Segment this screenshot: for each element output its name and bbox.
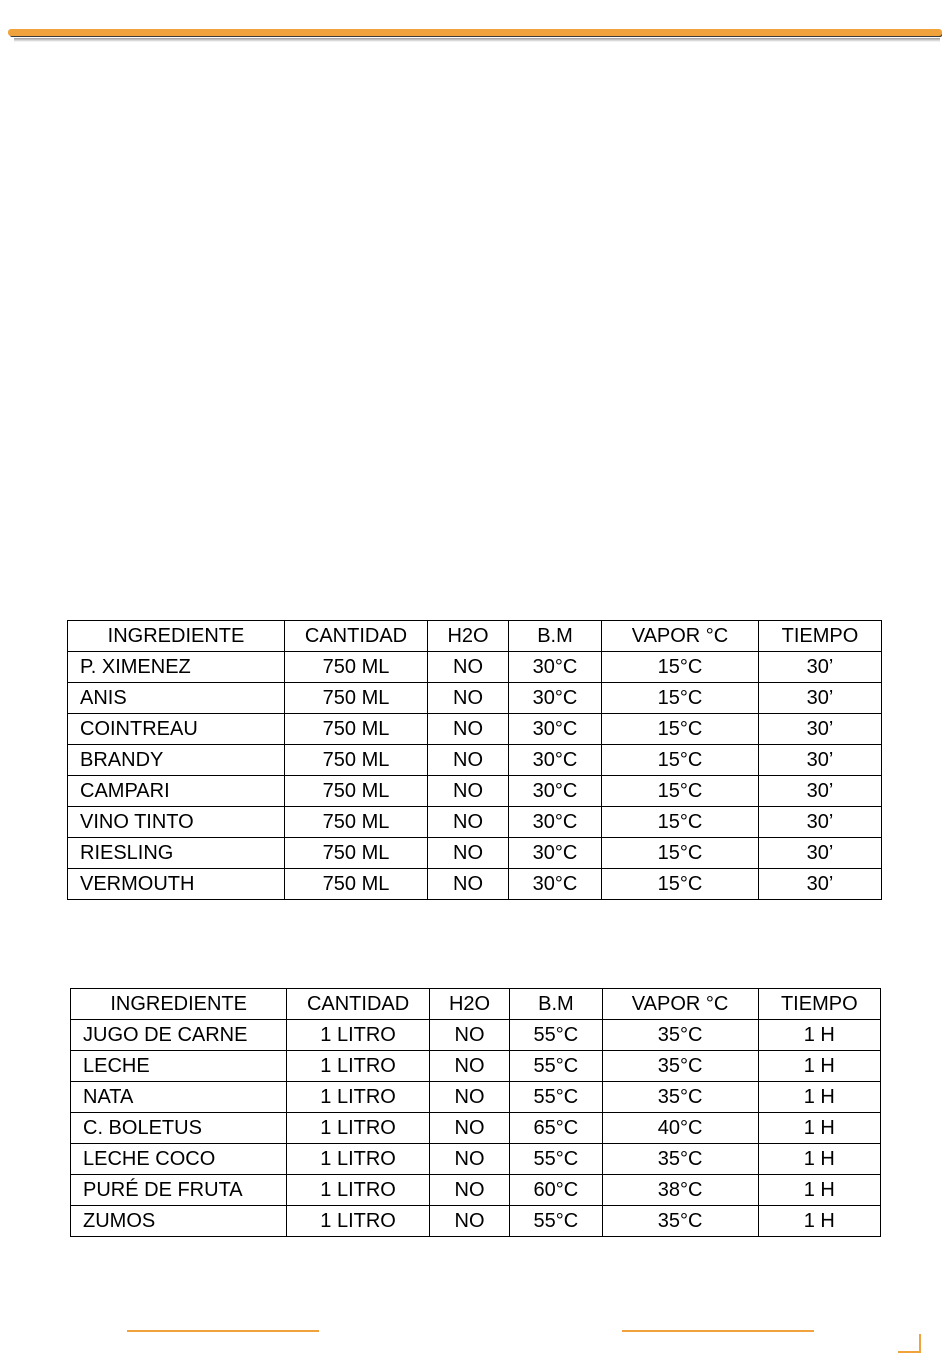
cell-steam-temp: 40°C: [602, 1113, 758, 1144]
header-water: H2O: [428, 621, 509, 652]
footer-line-right: [622, 1330, 814, 1332]
cell-steam-temp: 35°C: [602, 1206, 758, 1237]
cell-water-bath: 65°C: [510, 1113, 602, 1144]
cell-quantity: 1 LITRO: [287, 1175, 429, 1206]
header-quantity: CANTIDAD: [287, 989, 429, 1020]
cell-ingredient: LECHE COCO: [71, 1144, 287, 1175]
cell-water: NO: [428, 745, 509, 776]
liquids-table: [70, 988, 881, 1237]
cell-water-bath: 55°C: [510, 1206, 602, 1237]
cell-time: 30’: [759, 807, 882, 838]
table-header-row: [68, 621, 882, 652]
cell-water: NO: [428, 652, 509, 683]
cell-water-bath: 55°C: [510, 1051, 602, 1082]
table-row: [68, 838, 882, 869]
table-body: [71, 1020, 881, 1237]
table-row: [71, 1020, 881, 1051]
cell-ingredient: VINO TINTO: [68, 807, 285, 838]
cell-water: NO: [428, 807, 509, 838]
cell-water-bath: 30°C: [509, 683, 602, 714]
header-quantity: CANTIDAD: [285, 621, 428, 652]
cell-steam-temp: 15°C: [602, 838, 759, 869]
cell-steam-temp: 15°C: [602, 652, 759, 683]
cell-water: NO: [428, 869, 509, 900]
cell-ingredient: NATA: [71, 1082, 287, 1113]
footer-line-left: [127, 1330, 319, 1332]
table-row: [68, 683, 882, 714]
cell-water-bath: 30°C: [509, 714, 602, 745]
cell-quantity: 1 LITRO: [287, 1206, 429, 1237]
cell-water: NO: [428, 838, 509, 869]
cell-steam-temp: 15°C: [602, 869, 759, 900]
cell-steam-temp: 15°C: [602, 714, 759, 745]
spirits-table: [67, 620, 882, 900]
cell-water-bath: 30°C: [509, 776, 602, 807]
cell-water-bath: 60°C: [510, 1175, 602, 1206]
header-ingredient: INGREDIENTE: [71, 989, 287, 1020]
cell-water-bath: 30°C: [509, 652, 602, 683]
cell-ingredient: RIESLING: [68, 838, 285, 869]
cell-quantity: 750 ML: [285, 683, 428, 714]
cell-steam-temp: 15°C: [602, 683, 759, 714]
cell-time: 1 H: [758, 1175, 880, 1206]
cell-ingredient: LECHE: [71, 1051, 287, 1082]
cell-steam-temp: 15°C: [602, 745, 759, 776]
table-row: [68, 745, 882, 776]
cell-time: 30’: [759, 714, 882, 745]
cell-water: NO: [429, 1206, 509, 1237]
cell-time: 1 H: [758, 1206, 880, 1237]
cell-time: 1 H: [758, 1051, 880, 1082]
cell-water-bath: 55°C: [510, 1082, 602, 1113]
table-row: [68, 807, 882, 838]
table-row: [68, 714, 882, 745]
cell-time: 1 H: [758, 1144, 880, 1175]
header-time: TIEMPO: [758, 989, 880, 1020]
cell-time: 30’: [759, 838, 882, 869]
cell-quantity: 750 ML: [285, 807, 428, 838]
page-corner-mark: [898, 1334, 921, 1353]
cell-time: 1 H: [758, 1113, 880, 1144]
table-row: [71, 1113, 881, 1144]
cell-ingredient: VERMOUTH: [68, 869, 285, 900]
cell-ingredient: ANIS: [68, 683, 285, 714]
cell-ingredient: C. BOLETUS: [71, 1113, 287, 1144]
header-water-bath: B.M: [509, 621, 602, 652]
table-row: [71, 1082, 881, 1113]
cell-water: NO: [429, 1051, 509, 1082]
cell-water: NO: [429, 1175, 509, 1206]
table-row: [71, 1206, 881, 1237]
cell-steam-temp: 35°C: [602, 1051, 758, 1082]
header-water: H2O: [429, 989, 509, 1020]
table-row: [68, 776, 882, 807]
header-time: TIEMPO: [759, 621, 882, 652]
cell-quantity: 1 LITRO: [287, 1113, 429, 1144]
cell-time: 30’: [759, 776, 882, 807]
cell-steam-temp: 15°C: [602, 776, 759, 807]
cell-ingredient: BRANDY: [68, 745, 285, 776]
cell-time: 1 H: [758, 1020, 880, 1051]
cell-quantity: 1 LITRO: [287, 1082, 429, 1113]
table-row: [68, 869, 882, 900]
cell-quantity: 1 LITRO: [287, 1144, 429, 1175]
cell-ingredient: COINTREAU: [68, 714, 285, 745]
cell-quantity: 750 ML: [285, 776, 428, 807]
cell-steam-temp: 35°C: [602, 1082, 758, 1113]
cell-ingredient: JUGO DE CARNE: [71, 1020, 287, 1051]
cell-water: NO: [428, 683, 509, 714]
cell-water: NO: [428, 714, 509, 745]
header-ingredient: INGREDIENTE: [68, 621, 285, 652]
cell-water: NO: [429, 1113, 509, 1144]
table-header-row: [71, 989, 881, 1020]
cell-steam-temp: 38°C: [602, 1175, 758, 1206]
cell-water-bath: 55°C: [510, 1144, 602, 1175]
table-row: [71, 1144, 881, 1175]
table-row: [68, 652, 882, 683]
cell-water-bath: 30°C: [509, 745, 602, 776]
cell-time: 30’: [759, 652, 882, 683]
cell-quantity: 750 ML: [285, 745, 428, 776]
cell-ingredient: CAMPARI: [68, 776, 285, 807]
header-steam-temp: VAPOR °C: [602, 989, 758, 1020]
cell-time: 1 H: [758, 1082, 880, 1113]
table-body: [68, 652, 882, 900]
cell-time: 30’: [759, 683, 882, 714]
cell-quantity: 1 LITRO: [287, 1020, 429, 1051]
table-row: [71, 1175, 881, 1206]
header-rule-shadow: [14, 38, 940, 42]
cell-quantity: 750 ML: [285, 714, 428, 745]
cell-water-bath: 55°C: [510, 1020, 602, 1051]
cell-quantity: 750 ML: [285, 838, 428, 869]
header-water-bath: B.M: [510, 989, 602, 1020]
cell-quantity: 750 ML: [285, 652, 428, 683]
cell-water-bath: 30°C: [509, 869, 602, 900]
cell-water: NO: [429, 1144, 509, 1175]
header-steam-temp: VAPOR °C: [602, 621, 759, 652]
cell-time: 30’: [759, 745, 882, 776]
cell-water-bath: 30°C: [509, 807, 602, 838]
cell-ingredient: ZUMOS: [71, 1206, 287, 1237]
cell-quantity: 1 LITRO: [287, 1051, 429, 1082]
header-rule: [8, 29, 942, 36]
cell-ingredient: P. XIMENEZ: [68, 652, 285, 683]
cell-water: NO: [429, 1020, 509, 1051]
cell-water: NO: [428, 776, 509, 807]
cell-quantity: 750 ML: [285, 869, 428, 900]
cell-water: NO: [429, 1082, 509, 1113]
cell-water-bath: 30°C: [509, 838, 602, 869]
table-row: [71, 1051, 881, 1082]
cell-steam-temp: 15°C: [602, 807, 759, 838]
cell-time: 30’: [759, 869, 882, 900]
cell-ingredient: PURÉ DE FRUTA: [71, 1175, 287, 1206]
cell-steam-temp: 35°C: [602, 1144, 758, 1175]
cell-steam-temp: 35°C: [602, 1020, 758, 1051]
